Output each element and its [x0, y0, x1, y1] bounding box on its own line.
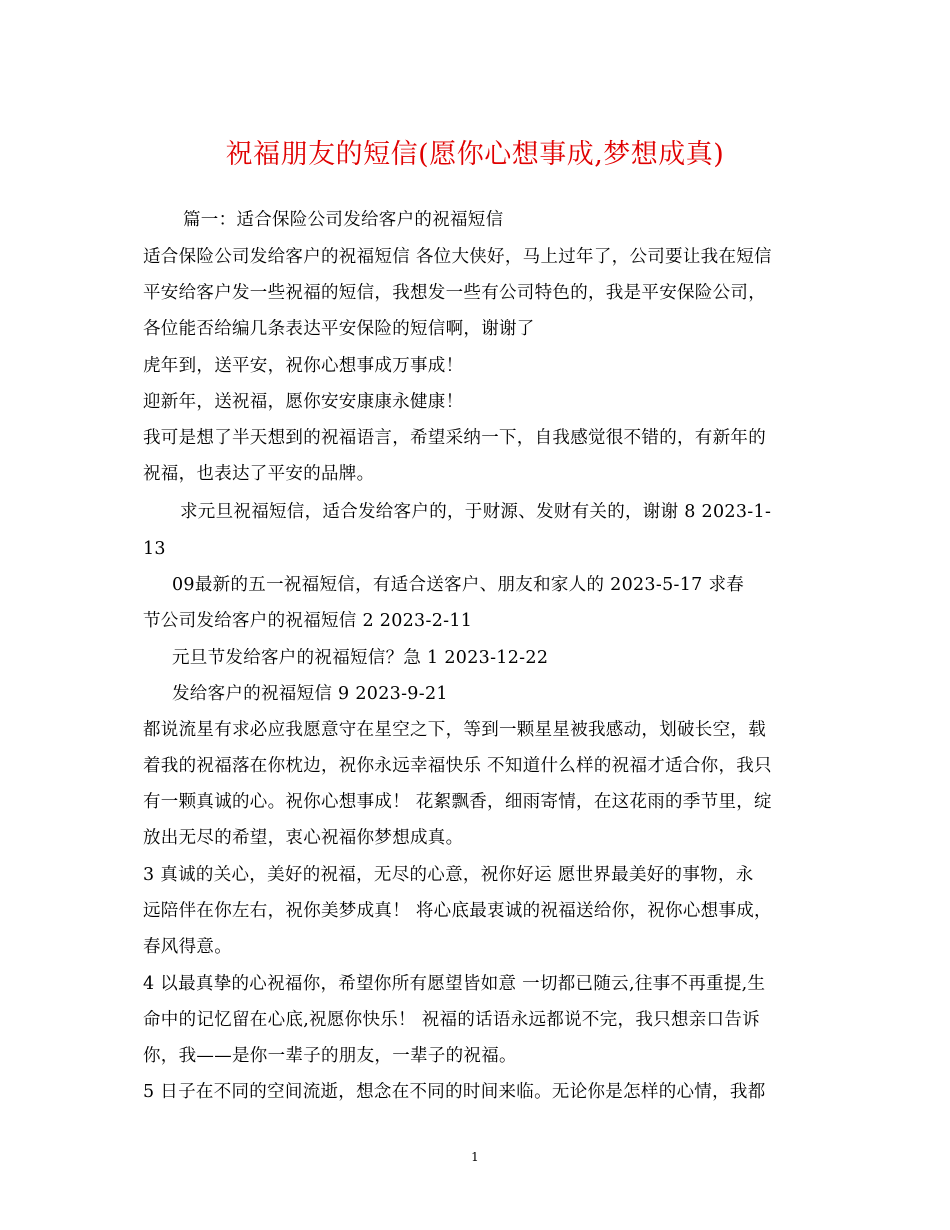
text-line: 你，我——是你一辈子的朋友，一辈子的祝福。	[143, 1046, 517, 1066]
page-number: 1	[471, 1150, 479, 1164]
text-line: 篇一：适合保险公司发给客户的祝福短信	[183, 210, 504, 230]
text-line: 都说流星有求必应我愿意守在星空之下，等到一颗星星被我感动，划破长空，载	[143, 720, 766, 740]
text-line: 放出无尽的希望，衷心祝福你梦想成真。	[143, 828, 464, 848]
text-line: 春风得意。	[143, 937, 232, 957]
text-line: 虎年到，送平安，祝你心想事成万事成！	[143, 356, 464, 376]
text-line: 平安给客户发一些祝福的短信，我想发一些有公司特色的，我是平安保险公司，	[143, 283, 766, 303]
document-title: 祝福朋友的短信(愿你心想事成,梦想成真)	[225, 139, 725, 170]
text-line: 各位能否给编几条表达平安保险的短信啊，谢谢了	[143, 319, 535, 339]
text-line: 祝福，也表达了平安的品牌。	[143, 464, 375, 484]
text-line: 适合保险公司发给客户的祝福短信 各位大侠好，马上过年了，公司要让我在短信	[143, 247, 772, 267]
text-line: 着我的祝福落在你枕边，祝你永远幸福快乐 不知道什么样的祝福才适合你，我只	[143, 756, 772, 776]
text-line: 发给客户的祝福短信 9 2023-9-21	[172, 684, 448, 704]
text-line: 远陪伴在你左右，祝你美梦成真！ 将心底最衷诚的祝福送给你，祝你心想事成，	[143, 901, 772, 921]
text-line: 3 真诚的关心，美好的祝福，无尽的心意，祝你好运 愿世界最美好的事物，永	[143, 865, 754, 885]
text-line: 09最新的五一祝福短信，有适合送客户、朋友和家人的 2023-5-17 求春	[172, 575, 745, 595]
text-line: 13	[143, 539, 166, 559]
text-line: 迎新年，送祝福，愿你安安康康永健康！	[143, 392, 464, 412]
text-line: 4 以最真挚的心祝福你，希望你所有愿望皆如意 一切都已随云,往事不再重提,生	[143, 974, 766, 994]
text-line: 元旦节发给客户的祝福短信？急 1 2023-12-22	[172, 648, 549, 668]
text-line: 有一颗真诚的心。祝你心想事成！ 花絮飘香，细雨寄情，在这花雨的季节里，绽	[143, 792, 772, 812]
text-line: 5 日子在不同的空间流逝，想念在不同的时间来临。无论你是怎样的心情，我都	[143, 1082, 766, 1102]
text-line: 我可是想了半天想到的祝福语言，希望采纳一下，自我感觉很不错的，有新年的	[143, 428, 766, 448]
text-line: 求元旦祝福短信，适合发给客户的，于财源、发财有关的，谢谢 8 2023-1-	[180, 502, 772, 522]
text-line: 命中的记忆留在心底,祝愿你快乐！ 祝福的话语永远都说不完，我只想亲口告诉	[143, 1010, 760, 1030]
text-line: 节公司发给客户的祝福短信 2 2023-2-11	[143, 611, 473, 631]
